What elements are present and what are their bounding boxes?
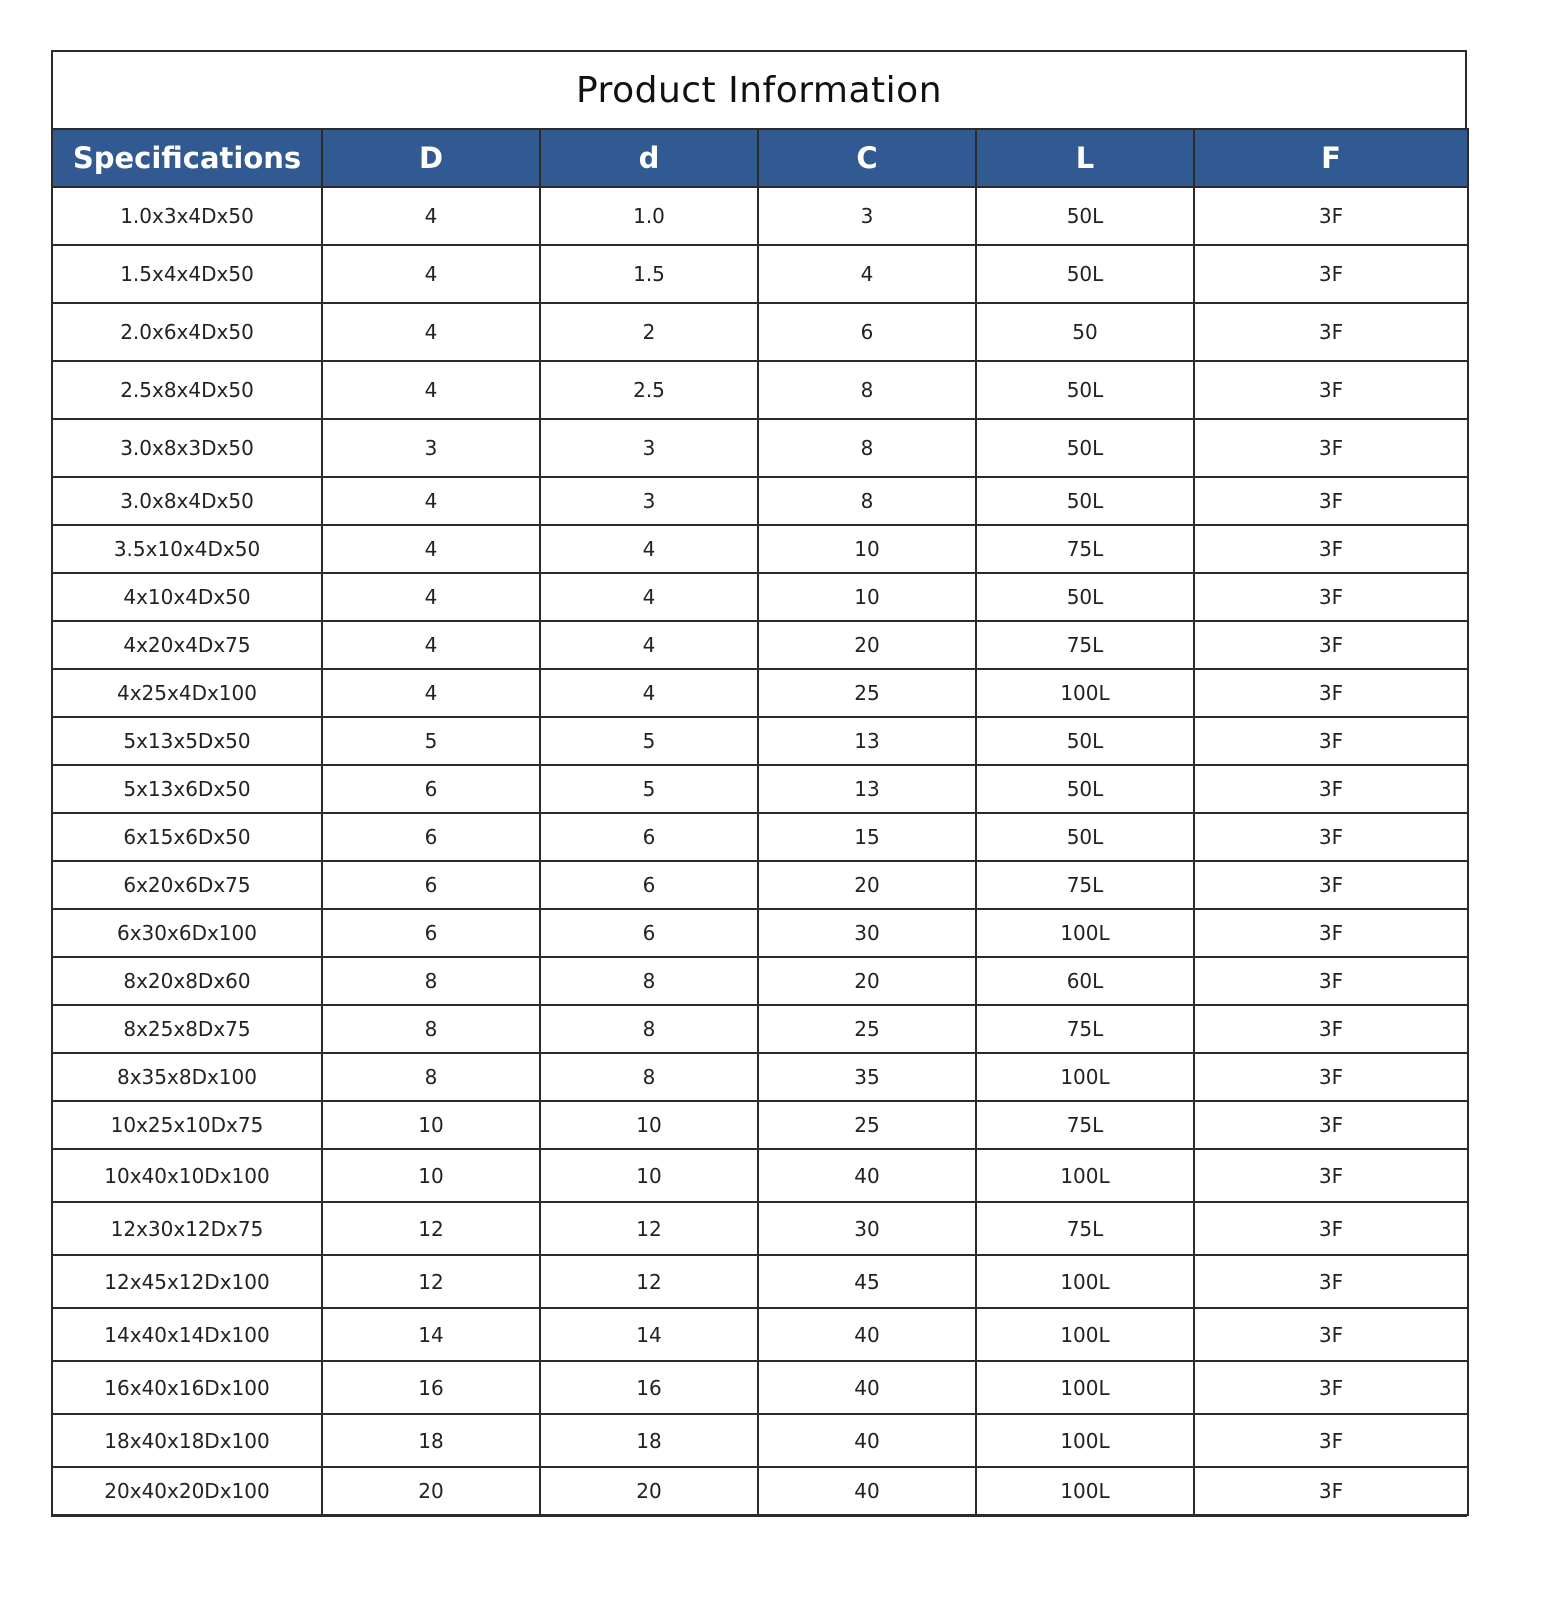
table-row [52, 669, 1468, 717]
table-row [52, 1101, 1468, 1149]
cell-L: 100L [976, 1467, 1194, 1515]
cell-D: 4 [322, 187, 540, 245]
table-row [52, 717, 1468, 765]
cell-D: 4 [322, 621, 540, 669]
cell-specification: 4x25x4Dx100 [52, 669, 322, 717]
cell-L: 50L [976, 573, 1194, 621]
cell-d: 3 [540, 419, 758, 477]
cell-L: 75L [976, 525, 1194, 573]
table-row [52, 861, 1468, 909]
cell-D: 10 [322, 1101, 540, 1149]
cell-specification: 6x20x6Dx75 [52, 861, 322, 909]
cell-specification: 2.5x8x4Dx50 [52, 361, 322, 419]
cell-L: 50L [976, 813, 1194, 861]
cell-C: 25 [758, 1101, 976, 1149]
table-row [52, 813, 1468, 861]
cell-C: 30 [758, 1202, 976, 1255]
cell-F: 3F [1194, 1308, 1468, 1361]
cell-C: 10 [758, 525, 976, 573]
cell-L: 100L [976, 1414, 1194, 1467]
cell-specification: 16x40x16Dx100 [52, 1361, 322, 1414]
cell-C: 40 [758, 1467, 976, 1515]
table-row [52, 1149, 1468, 1202]
cell-specification: 1.5x4x4Dx50 [52, 245, 322, 303]
cell-F: 3F [1194, 957, 1468, 1005]
cell-specification: 10x40x10Dx100 [52, 1149, 322, 1202]
cell-D: 6 [322, 765, 540, 813]
cell-L: 50L [976, 361, 1194, 419]
cell-C: 40 [758, 1414, 976, 1467]
cell-F: 3F [1194, 621, 1468, 669]
cell-C: 25 [758, 1005, 976, 1053]
cell-d: 8 [540, 1053, 758, 1101]
table-row [52, 1053, 1468, 1101]
cell-F: 3F [1194, 187, 1468, 245]
cell-D: 12 [322, 1202, 540, 1255]
cell-L: 50 [976, 303, 1194, 361]
cell-d: 4 [540, 573, 758, 621]
table-row [52, 1467, 1468, 1515]
cell-d: 5 [540, 765, 758, 813]
cell-specification: 8x35x8Dx100 [52, 1053, 322, 1101]
cell-C: 8 [758, 361, 976, 419]
cell-D: 8 [322, 1005, 540, 1053]
cell-C: 20 [758, 621, 976, 669]
cell-D: 20 [322, 1467, 540, 1515]
cell-specification: 10x25x10Dx75 [52, 1101, 322, 1149]
cell-F: 3F [1194, 303, 1468, 361]
cell-C: 10 [758, 573, 976, 621]
cell-D: 4 [322, 245, 540, 303]
cell-specification: 12x45x12Dx100 [52, 1255, 322, 1308]
cell-F: 3F [1194, 1414, 1468, 1467]
cell-L: 75L [976, 861, 1194, 909]
cell-d: 12 [540, 1255, 758, 1308]
cell-specification: 18x40x18Dx100 [52, 1414, 322, 1467]
cell-D: 4 [322, 477, 540, 525]
cell-L: 75L [976, 1202, 1194, 1255]
table-row [52, 1202, 1468, 1255]
cell-C: 6 [758, 303, 976, 361]
cell-D: 4 [322, 573, 540, 621]
table-row [52, 187, 1468, 245]
cell-d: 6 [540, 813, 758, 861]
cell-C: 25 [758, 669, 976, 717]
column-header-C: C [758, 129, 976, 187]
cell-C: 20 [758, 861, 976, 909]
table-row [52, 765, 1468, 813]
table-row [52, 303, 1468, 361]
cell-C: 20 [758, 957, 976, 1005]
cell-F: 3F [1194, 1053, 1468, 1101]
cell-F: 3F [1194, 669, 1468, 717]
cell-L: 100L [976, 909, 1194, 957]
table-row [52, 361, 1468, 419]
cell-D: 4 [322, 361, 540, 419]
cell-F: 3F [1194, 1467, 1468, 1515]
cell-D: 8 [322, 1053, 540, 1101]
column-header-d: d [540, 129, 758, 187]
cell-D: 6 [322, 909, 540, 957]
cell-L: 75L [976, 621, 1194, 669]
cell-L: 100L [976, 1053, 1194, 1101]
cell-specification: 5x13x5Dx50 [52, 717, 322, 765]
cell-specification: 5x13x6Dx50 [52, 765, 322, 813]
cell-F: 3F [1194, 717, 1468, 765]
cell-L: 60L [976, 957, 1194, 1005]
cell-L: 50L [976, 245, 1194, 303]
cell-F: 3F [1194, 813, 1468, 861]
table-row [52, 909, 1468, 957]
column-header-L: L [976, 129, 1194, 187]
cell-C: 13 [758, 717, 976, 765]
cell-F: 3F [1194, 765, 1468, 813]
table-row [52, 1308, 1468, 1361]
cell-specification: 4x10x4Dx50 [52, 573, 322, 621]
column-header-F: F [1194, 129, 1468, 187]
cell-specification: 20x40x20Dx100 [52, 1467, 322, 1515]
cell-d: 20 [540, 1467, 758, 1515]
cell-D: 10 [322, 1149, 540, 1202]
table-row [52, 1255, 1468, 1308]
cell-L: 50L [976, 765, 1194, 813]
cell-specification: 6x15x6Dx50 [52, 813, 322, 861]
cell-d: 4 [540, 525, 758, 573]
cell-D: 4 [322, 303, 540, 361]
cell-D: 12 [322, 1255, 540, 1308]
cell-L: 50L [976, 419, 1194, 477]
cell-L: 75L [976, 1005, 1194, 1053]
cell-d: 12 [540, 1202, 758, 1255]
cell-d: 18 [540, 1414, 758, 1467]
cell-C: 35 [758, 1053, 976, 1101]
cell-d: 4 [540, 669, 758, 717]
specs-table [51, 128, 1469, 1516]
cell-specification: 3.0x8x3Dx50 [52, 419, 322, 477]
table-row [52, 957, 1468, 1005]
cell-C: 30 [758, 909, 976, 957]
product-info-sheet [51, 50, 1467, 1517]
cell-D: 14 [322, 1308, 540, 1361]
cell-F: 3F [1194, 245, 1468, 303]
cell-L: 100L [976, 669, 1194, 717]
cell-d: 8 [540, 957, 758, 1005]
cell-d: 6 [540, 909, 758, 957]
cell-C: 3 [758, 187, 976, 245]
cell-d: 2.5 [540, 361, 758, 419]
cell-F: 3F [1194, 477, 1468, 525]
cell-d: 14 [540, 1308, 758, 1361]
cell-D: 6 [322, 861, 540, 909]
cell-D: 8 [322, 957, 540, 1005]
cell-specification: 6x30x6Dx100 [52, 909, 322, 957]
cell-specification: 3.0x8x4Dx50 [52, 477, 322, 525]
cell-D: 6 [322, 813, 540, 861]
cell-specification: 1.0x3x4Dx50 [52, 187, 322, 245]
cell-d: 1.0 [540, 187, 758, 245]
cell-L: 50L [976, 187, 1194, 245]
cell-F: 3F [1194, 419, 1468, 477]
cell-d: 6 [540, 861, 758, 909]
cell-specification: 8x25x8Dx75 [52, 1005, 322, 1053]
table-row [52, 419, 1468, 477]
cell-C: 8 [758, 419, 976, 477]
cell-specification: 3.5x10x4Dx50 [52, 525, 322, 573]
cell-specification: 14x40x14Dx100 [52, 1308, 322, 1361]
table-row [52, 245, 1468, 303]
cell-D: 16 [322, 1361, 540, 1414]
table-row [52, 573, 1468, 621]
cell-L: 100L [976, 1361, 1194, 1414]
cell-C: 40 [758, 1308, 976, 1361]
cell-L: 75L [976, 1101, 1194, 1149]
cell-F: 3F [1194, 1361, 1468, 1414]
cell-L: 100L [976, 1149, 1194, 1202]
cell-d: 2 [540, 303, 758, 361]
cell-d: 1.5 [540, 245, 758, 303]
cell-F: 3F [1194, 525, 1468, 573]
cell-C: 13 [758, 765, 976, 813]
cell-F: 3F [1194, 1202, 1468, 1255]
cell-D: 3 [322, 419, 540, 477]
table-row [52, 525, 1468, 573]
table-row [52, 1005, 1468, 1053]
cell-d: 10 [540, 1101, 758, 1149]
cell-F: 3F [1194, 861, 1468, 909]
table-header-row [52, 129, 1468, 187]
cell-C: 45 [758, 1255, 976, 1308]
table-body [52, 187, 1468, 1515]
table-row [52, 477, 1468, 525]
cell-L: 50L [976, 477, 1194, 525]
cell-F: 3F [1194, 1005, 1468, 1053]
cell-C: 4 [758, 245, 976, 303]
cell-d: 3 [540, 477, 758, 525]
cell-F: 3F [1194, 1255, 1468, 1308]
cell-specification: 8x20x8Dx60 [52, 957, 322, 1005]
cell-F: 3F [1194, 573, 1468, 621]
page-title: Product Information [575, 69, 943, 111]
cell-D: 4 [322, 669, 540, 717]
cell-D: 4 [322, 525, 540, 573]
cell-C: 40 [758, 1361, 976, 1414]
table-row [52, 1361, 1468, 1414]
cell-d: 16 [540, 1361, 758, 1414]
cell-F: 3F [1194, 1149, 1468, 1202]
cell-C: 8 [758, 477, 976, 525]
cell-D: 18 [322, 1414, 540, 1467]
cell-F: 3F [1194, 909, 1468, 957]
cell-d: 10 [540, 1149, 758, 1202]
cell-D: 5 [322, 717, 540, 765]
cell-C: 15 [758, 813, 976, 861]
cell-F: 3F [1194, 361, 1468, 419]
column-header-specifications: Specifications [52, 129, 322, 187]
cell-d: 4 [540, 621, 758, 669]
table-row [52, 1414, 1468, 1467]
cell-d: 8 [540, 1005, 758, 1053]
cell-L: 100L [976, 1308, 1194, 1361]
cell-L: 50L [976, 717, 1194, 765]
cell-C: 40 [758, 1149, 976, 1202]
cell-specification: 2.0x6x4Dx50 [52, 303, 322, 361]
cell-L: 100L [976, 1255, 1194, 1308]
table-row [52, 621, 1468, 669]
cell-F: 3F [1194, 1101, 1468, 1149]
column-header-D: D [322, 129, 540, 187]
cell-specification: 4x20x4Dx75 [52, 621, 322, 669]
cell-d: 5 [540, 717, 758, 765]
cell-specification: 12x30x12Dx75 [52, 1202, 322, 1255]
